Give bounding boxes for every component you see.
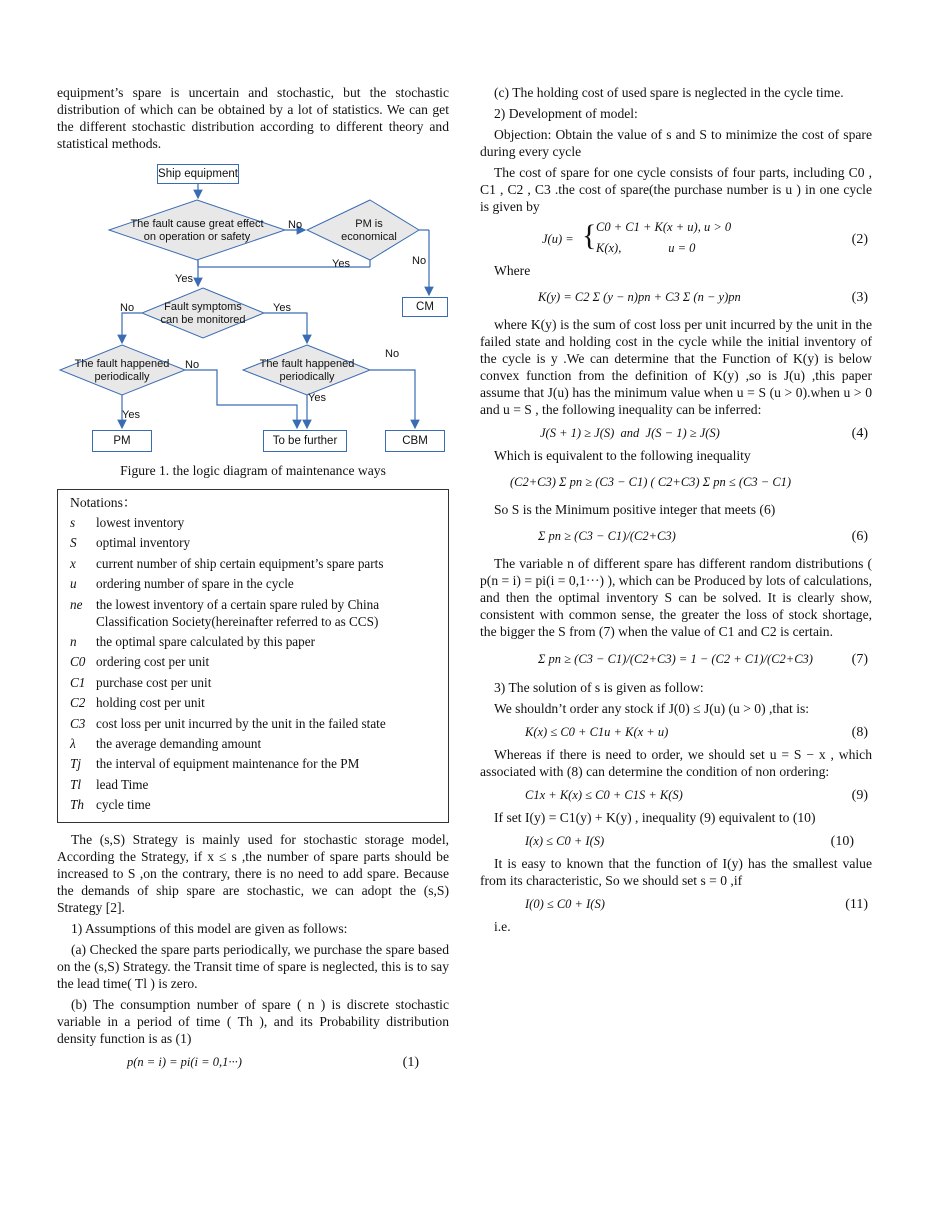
notation-symbol: C1 — [70, 674, 86, 690]
notation-row — [70, 735, 438, 752]
notation-row — [70, 694, 438, 711]
label-yes-2: Yes — [175, 273, 193, 285]
notation-row — [70, 715, 438, 732]
notation-symbol: ne — [70, 596, 83, 612]
ship-equipment-box: Ship equipment — [157, 164, 239, 184]
equation-11-body: I(0) ≤ C0 + I(S) — [525, 897, 605, 911]
equation-10-number: (10) — [830, 834, 854, 849]
equation-7-number: (7) — [851, 652, 868, 667]
equation-2-lhs: J(u) = — [542, 232, 574, 246]
notation-definition: ordering cost per unit — [96, 654, 210, 670]
strategy-paragraph: The (s,S) Strategy is mainly used for stochastic storage model, According the Strategy, if x ≤ s ,the number of spare parts should be increased to S ,on the contrary, there is no need to add spare. Because the demands of ship spare are stochastic, we can adopt the (s,S) Strategy [2]. — [57, 832, 449, 916]
equation-1-number: (1) — [402, 1055, 419, 1071]
label-no-2: No — [412, 255, 427, 267]
equation-2 — [480, 219, 872, 259]
equation-11-number: (11) — [845, 897, 868, 912]
equation-5 — [480, 468, 872, 498]
notation-row — [70, 776, 438, 793]
notation-definition: ordering number of spare in the cycle — [96, 576, 294, 592]
notation-symbol: s — [70, 515, 76, 530]
assumption-a: (a) Checked the spare parts periodically, we purchase the spare based on the (s,S) Strategy. the Transit time of spare is neglected, this is to say the lead time( Tl ) is zero. — [57, 942, 449, 992]
periodic-right-text: The fault happened periodically — [259, 358, 355, 383]
equation-1-body: p(n = i) = pi(i = 0,1···) — [127, 1055, 242, 1070]
equation-9-number: (9) — [851, 788, 868, 803]
notation-row — [70, 755, 438, 772]
notations-title: Notations： — [70, 495, 137, 510]
right-column — [480, 84, 872, 939]
equation-4 — [480, 422, 872, 444]
equation-2-case-b: K(x), u = 0 — [596, 241, 696, 255]
notation-definition: purchase cost per unit — [96, 674, 212, 690]
equation-6-body: Σ pn ≥ (C3 − C1)/(C2+C3) — [538, 529, 676, 543]
equation-4-number: (4) — [851, 426, 868, 441]
notation-definition: lowest inventory — [96, 515, 185, 530]
notation-definition: lead Time — [96, 776, 149, 792]
notation-definition: the optimal spare calculated by this paper — [96, 633, 315, 649]
label-no-4: No — [185, 359, 200, 371]
notation-definition: the average demanding amount — [96, 735, 262, 751]
fault-symptoms-text: Fault symptoms can be monitored — [160, 301, 246, 326]
ie-label: i.e. — [494, 919, 511, 934]
equation-10 — [480, 830, 872, 852]
equation-8-body: K(x) ≤ C0 + C1u + K(x + u) — [525, 725, 669, 739]
notation-definition: holding cost per unit — [96, 695, 205, 711]
equation-4-body: J(S + 1) ≥ J(S) and J(S − 1) ≥ J(S) — [540, 426, 720, 440]
equation-8-number: (8) — [851, 725, 868, 740]
notation-symbol: n — [70, 633, 77, 649]
notation-definition: current number of ship certain equipment’s spare parts — [96, 555, 384, 571]
intro-paragraph: equipment’s spare is uncertain and stochastic, but the stochastic distribution of which can be obtained by a lot of statistics. We can get the different stochastic distribution according to different theory and statistical methods. — [57, 85, 449, 151]
equation-11 — [480, 893, 872, 915]
figure-caption: Figure 1. the logic diagram of maintenance ways — [120, 463, 386, 478]
notation-list — [70, 514, 438, 813]
equation-2-case-a: C0 + C1 + K(x + u), u > 0 — [596, 220, 732, 234]
maintenance-flowchart — [57, 160, 449, 460]
pm-box: PM — [92, 430, 152, 452]
notation-row — [70, 534, 438, 551]
notation-row — [70, 674, 438, 691]
easy-paragraph: It is easy to known that the function of I(y) has the smallest value from its characteristic, So we should set s = 0 ,if — [480, 856, 872, 888]
so-paragraph: So S is the Minimum positive integer that meets (6) — [494, 502, 776, 517]
notation-row — [70, 575, 438, 592]
equation-8 — [480, 721, 872, 743]
notation-symbol: C3 — [70, 715, 86, 731]
notation-definition: the interval of equipment maintenance for the PM — [96, 756, 360, 772]
variable-paragraph: The variable n of different spare has different random distributions ( p(n = i) = pi(i = 0,1···) ), which can be Produced by lots of calculations, and then the optimal inventory S can be solved. It is clearly show, consistent with common sense, the greater the loss of stock shortage, the bigger the S from (7) when the value of C1 and C2 is certain. — [480, 556, 872, 639]
no-order-paragraph: We shouldn’t order any stock if J(0) ≤ J(u) (u > 0) ,that is: — [494, 701, 810, 716]
label-yes-1: Yes — [332, 258, 350, 270]
notation-definition: the lowest inventory of a certain spare ruled by China Classification Society(hereinafter referred to as CCS) — [96, 596, 380, 629]
equation-3-number: (3) — [851, 290, 868, 305]
notation-row — [70, 596, 438, 630]
equation-5-body: (C2+C3) Σ pn ≥ (C3 − C1) ( C2+C3) Σ pn ≤ (C3 − C1) — [510, 475, 792, 489]
notation-symbol: C0 — [70, 654, 86, 670]
cm-box: CM — [402, 297, 448, 317]
development-heading: 2) Development of model: — [494, 106, 638, 121]
equation-1 — [57, 1051, 449, 1073]
left-column — [57, 84, 449, 1076]
notation-row — [70, 796, 438, 813]
equation-10-body: I(x) ≤ C0 + I(S) — [525, 834, 605, 848]
equation-6 — [480, 522, 872, 552]
label-yes-3: Yes — [273, 302, 291, 314]
assumption-b: (b) The consumption number of spare ( n ) is discrete stochastic variable in a period of time ( Th ), and its Probability distribution density function is as (1) — [57, 997, 449, 1047]
notation-symbol: S — [70, 535, 77, 551]
equation-3 — [480, 283, 872, 313]
notation-row — [70, 555, 438, 572]
label-no-5: No — [385, 348, 400, 360]
solution-heading: 3) The solution of s is given as follow: — [494, 680, 704, 695]
equation-2-number: (2) — [851, 232, 868, 247]
notation-row — [70, 633, 438, 650]
notations-box — [57, 489, 449, 823]
notation-symbol: Th — [70, 797, 84, 813]
equation-2-brace: { — [582, 219, 597, 252]
objection-paragraph: Objection: Obtain the value of s and S to minimize the cost of spare during every cycle — [480, 127, 872, 159]
label-no-1: No — [288, 219, 303, 231]
notation-row — [70, 653, 438, 670]
notation-definition: cycle time — [96, 797, 151, 813]
notation-row — [70, 514, 438, 531]
notation-symbol: Tj — [70, 756, 81, 772]
notation-definition: cost loss per unit incurred by the unit in the failed state — [96, 715, 386, 731]
notation-symbol: u — [70, 576, 77, 592]
notation-symbol: x — [70, 555, 76, 571]
assumption-c: (c) The holding cost of used spare is neglected in the cycle time. — [494, 85, 844, 100]
notation-symbol: Tl — [70, 776, 81, 792]
notation-symbol: λ — [70, 735, 76, 751]
to-be-further-box: To be further — [263, 430, 347, 452]
notation-definition: optimal inventory — [96, 535, 191, 551]
where-label: Where — [494, 263, 531, 278]
label-yes-5: Yes — [308, 392, 326, 404]
equivalent-paragraph: Which is equivalent to the following inequality — [494, 448, 751, 463]
label-no-3: No — [120, 302, 135, 314]
equation-3-body: K(y) = C2 Σ (y − n)pn + C3 Σ (n − y)pn — [538, 290, 741, 304]
notation-symbol: C2 — [70, 695, 86, 711]
cbm-box: CBM — [385, 430, 445, 452]
equation-6-number: (6) — [851, 529, 868, 544]
assumptions-heading: 1) Assumptions of this model are given as follows: — [71, 921, 348, 937]
label-yes-4: Yes — [122, 409, 140, 421]
equation-9 — [480, 784, 872, 806]
ky-paragraph: where K(y) is the sum of cost loss per unit incurred by the unit in the failed state and holding cost in the cycle while the initial inventory of the cycle is y .We can determine that the Function of K(y) is below convex function from the definition of K(y) ,so is J(u) ,this paper assume that J(u) has the minimum value when u = S (u > 0).when u > 0 and u = S , the following inequality can be inferred: — [480, 317, 872, 417]
whereas-paragraph: Whereas if there is need to order, we should set u = S − x , which associated with (8) can determine the condition of non ordering: — [480, 747, 872, 779]
equation-7 — [480, 644, 872, 676]
ifset-paragraph: If set I(y) = C1(y) + K(y) , inequality (9) equivalent to (10) — [494, 810, 816, 825]
cost-paragraph: The cost of spare for one cycle consists of four parts, including C0 , C1 , C2 , C3 .the cost of spare(the purchase number is u ) in one cycle is given by — [480, 165, 872, 214]
periodic-left-text: The fault happened periodically — [74, 358, 170, 383]
flowchart-lines — [57, 160, 449, 460]
equation-7-body: Σ pn ≥ (C3 − C1)/(C2+C3) = 1 − (C2 + C1)/(C2+C3) — [538, 652, 813, 666]
fault-effect-text: The fault cause great effect on operation or safety — [130, 218, 264, 243]
pm-economical-text: PM is economical — [341, 218, 397, 243]
equation-9-body: C1x + K(x) ≤ C0 + C1S + K(S) — [525, 788, 683, 802]
